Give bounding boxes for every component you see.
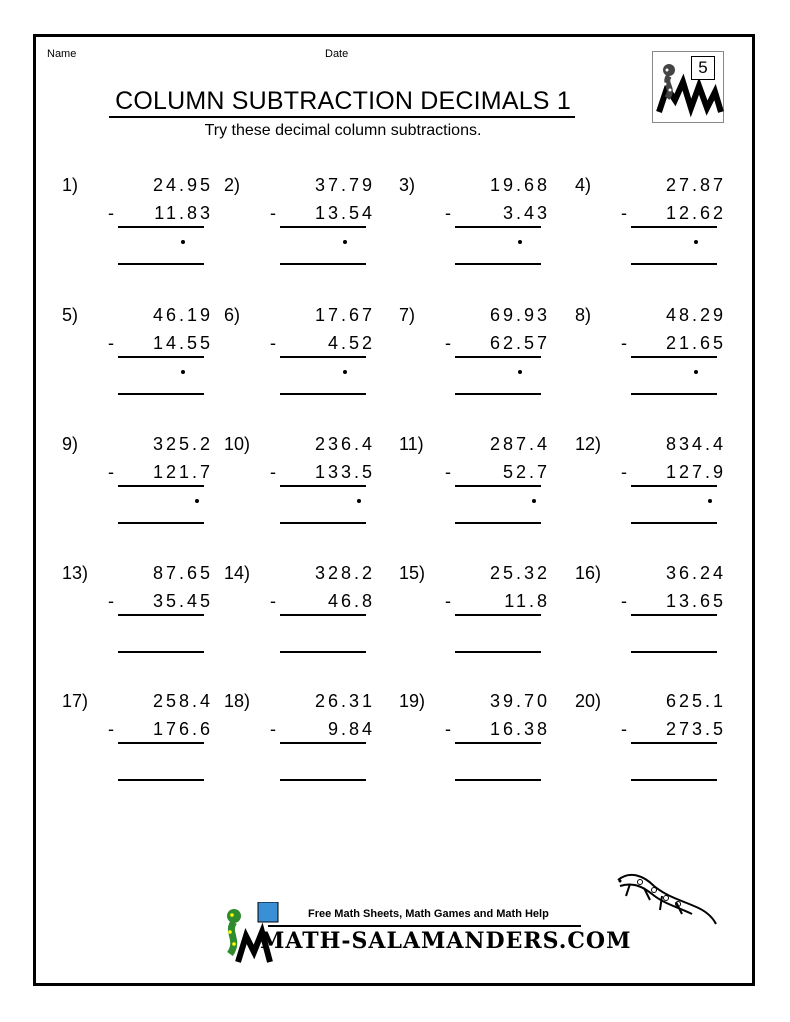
title-underline bbox=[109, 116, 575, 118]
problem-12 bbox=[575, 433, 750, 543]
subtrahend: 11.8 bbox=[504, 591, 550, 611]
answer-line[interactable] bbox=[455, 522, 541, 524]
problem-5 bbox=[62, 304, 237, 414]
subtrahend: 11.83 bbox=[154, 203, 213, 223]
problem-10 bbox=[224, 433, 399, 543]
subtrahend: 4.52 bbox=[327, 333, 375, 353]
minuend: 19.68 bbox=[489, 175, 550, 195]
subtrahend: 62.57 bbox=[489, 333, 550, 353]
problem-14 bbox=[224, 562, 399, 672]
problem-6 bbox=[224, 304, 399, 414]
problem-number: 7) bbox=[399, 305, 416, 325]
problem-18 bbox=[224, 690, 399, 800]
problem-number: 14) bbox=[224, 563, 251, 583]
decimal-point-marker bbox=[343, 240, 347, 244]
name-label: Name bbox=[47, 48, 77, 60]
subtraction-line bbox=[455, 485, 541, 487]
subtraction-line bbox=[280, 485, 366, 487]
subtrahend: 3.43 bbox=[502, 203, 550, 223]
problem-number: 4) bbox=[575, 175, 592, 195]
problem-number: 17) bbox=[62, 691, 89, 711]
minus-sign: - bbox=[108, 591, 117, 611]
minus-sign: - bbox=[621, 719, 630, 739]
subtraction-line bbox=[280, 356, 366, 358]
decimal-point-marker bbox=[181, 240, 185, 244]
subtraction-line bbox=[280, 226, 366, 228]
answer-line[interactable] bbox=[631, 779, 717, 781]
minus-sign: - bbox=[108, 462, 117, 482]
problem-number: 13) bbox=[62, 563, 89, 583]
answer-line[interactable] bbox=[280, 779, 366, 781]
subtrahend: 12.62 bbox=[665, 203, 726, 223]
problem-number: 2) bbox=[224, 175, 241, 195]
minuend: 87.65 bbox=[152, 563, 213, 583]
subtraction-line bbox=[631, 226, 717, 228]
minuend: 46.19 bbox=[152, 305, 213, 325]
problem-number: 12) bbox=[575, 434, 602, 454]
subtraction-line bbox=[455, 614, 541, 616]
subtrahend: 46.8 bbox=[327, 591, 375, 611]
answer-line[interactable] bbox=[118, 263, 204, 265]
subtrahend: 13.65 bbox=[665, 591, 726, 611]
subtrahend: 121.7 bbox=[152, 462, 213, 482]
answer-line[interactable] bbox=[118, 393, 204, 395]
decimal-point-marker bbox=[181, 370, 185, 374]
subtraction-line bbox=[118, 614, 204, 616]
subtraction-line bbox=[118, 742, 204, 744]
salamander-icon bbox=[610, 866, 720, 928]
minus-sign: - bbox=[445, 333, 454, 353]
minuend: 26.31 bbox=[314, 691, 375, 711]
answer-line[interactable] bbox=[118, 651, 204, 653]
minuend: 36.24 bbox=[665, 563, 726, 583]
minuend: 39.70 bbox=[489, 691, 550, 711]
problem-number: 11) bbox=[399, 434, 424, 454]
decimal-point-marker bbox=[708, 499, 712, 503]
decimal-point-marker bbox=[357, 499, 361, 503]
problem-number: 16) bbox=[575, 563, 602, 583]
subtraction-line bbox=[280, 614, 366, 616]
problem-number: 20) bbox=[575, 691, 602, 711]
problem-number: 5) bbox=[62, 305, 79, 325]
problem-number: 18) bbox=[224, 691, 251, 711]
minus-sign: - bbox=[621, 462, 630, 482]
page-title: COLUMN SUBTRACTION DECIMALS 1 bbox=[115, 87, 571, 115]
answer-line[interactable] bbox=[455, 779, 541, 781]
minus-sign: - bbox=[621, 333, 630, 353]
minus-sign: - bbox=[445, 462, 454, 482]
minus-sign: - bbox=[445, 591, 454, 611]
minus-sign: - bbox=[270, 719, 279, 739]
minus-sign: - bbox=[445, 203, 454, 223]
subtraction-line bbox=[118, 356, 204, 358]
subtrahend: 16.38 bbox=[489, 719, 550, 739]
subtrahend: 273.5 bbox=[665, 719, 726, 739]
decimal-point-marker bbox=[518, 370, 522, 374]
answer-line[interactable] bbox=[280, 522, 366, 524]
answer-line[interactable] bbox=[631, 393, 717, 395]
grade-badge bbox=[652, 51, 724, 123]
subtraction-line bbox=[455, 226, 541, 228]
answer-line[interactable] bbox=[118, 779, 204, 781]
subtrahend: 127.9 bbox=[665, 462, 726, 482]
problem-8 bbox=[575, 304, 750, 414]
answer-line[interactable] bbox=[631, 651, 717, 653]
date-label: Date bbox=[325, 48, 349, 60]
subtrahend: 133.5 bbox=[314, 462, 375, 482]
subtrahend: 35.45 bbox=[152, 591, 213, 611]
answer-line[interactable] bbox=[455, 393, 541, 395]
subtraction-line bbox=[631, 614, 717, 616]
answer-line[interactable] bbox=[455, 263, 541, 265]
answer-line[interactable] bbox=[280, 393, 366, 395]
grade-number: 5 bbox=[691, 56, 715, 80]
subtrahend: 14.55 bbox=[152, 333, 213, 353]
minuend: 328.2 bbox=[314, 563, 375, 583]
footer-tagline: Free Math Sheets, Math Games and Math Help bbox=[308, 908, 549, 920]
problem-13 bbox=[62, 562, 237, 672]
problem-number: 19) bbox=[399, 691, 426, 711]
subtraction-line bbox=[631, 485, 717, 487]
subtraction-line bbox=[631, 742, 717, 744]
decimal-point-marker bbox=[195, 499, 199, 503]
page-subtitle: Try these decimal column subtractions. bbox=[204, 122, 482, 139]
minuend: 25.32 bbox=[489, 563, 550, 583]
problem-19 bbox=[399, 690, 574, 800]
minuend: 287.4 bbox=[489, 434, 550, 454]
answer-line[interactable] bbox=[631, 522, 717, 524]
problem-number: 8) bbox=[575, 305, 592, 325]
subtrahend: 21.65 bbox=[665, 333, 726, 353]
minuend: 236.4 bbox=[314, 434, 375, 454]
minuend: 48.29 bbox=[665, 305, 726, 325]
problem-2 bbox=[224, 174, 399, 284]
problem-16 bbox=[575, 562, 750, 672]
minus-sign: - bbox=[108, 203, 117, 223]
decimal-point-marker bbox=[518, 240, 522, 244]
minuend: 27.87 bbox=[665, 175, 726, 195]
minus-sign: - bbox=[270, 462, 279, 482]
subtrahend: 13.54 bbox=[314, 203, 375, 223]
problem-number: 10) bbox=[224, 434, 251, 454]
subtraction-line bbox=[455, 356, 541, 358]
minus-sign: - bbox=[270, 203, 279, 223]
problem-15 bbox=[399, 562, 574, 672]
answer-line[interactable] bbox=[280, 651, 366, 653]
minus-sign: - bbox=[270, 333, 279, 353]
minus-sign: - bbox=[108, 719, 117, 739]
answer-line[interactable] bbox=[280, 263, 366, 265]
subtrahend: 52.7 bbox=[502, 462, 550, 482]
problem-20 bbox=[575, 690, 750, 800]
problem-4 bbox=[575, 174, 750, 284]
problem-number: 15) bbox=[399, 563, 426, 583]
footer-brand: MATH-SALAMANDERS.COM bbox=[260, 928, 632, 954]
answer-line[interactable] bbox=[631, 263, 717, 265]
minuend: 24.95 bbox=[152, 175, 213, 195]
decimal-point-marker bbox=[532, 499, 536, 503]
subtraction-line bbox=[631, 356, 717, 358]
subtraction-line bbox=[455, 742, 541, 744]
minuend: 69.93 bbox=[489, 305, 550, 325]
subtrahend: 9.84 bbox=[327, 719, 375, 739]
answer-line[interactable] bbox=[455, 651, 541, 653]
problem-3 bbox=[399, 174, 574, 284]
minus-sign: - bbox=[621, 591, 630, 611]
problem-number: 9) bbox=[62, 434, 79, 454]
answer-line[interactable] bbox=[118, 522, 204, 524]
problem-9 bbox=[62, 433, 237, 543]
minus-sign: - bbox=[108, 333, 117, 353]
minuend: 325.2 bbox=[152, 434, 213, 454]
subtraction-line bbox=[118, 226, 204, 228]
minus-sign: - bbox=[621, 203, 630, 223]
problem-17 bbox=[62, 690, 237, 800]
subtrahend: 176.6 bbox=[152, 719, 213, 739]
minuend: 834.4 bbox=[665, 434, 726, 454]
problem-1 bbox=[62, 174, 237, 284]
decimal-point-marker bbox=[343, 370, 347, 374]
minuend: 258.4 bbox=[152, 691, 213, 711]
minuend: 17.67 bbox=[314, 305, 375, 325]
footer-divider bbox=[268, 925, 581, 927]
subtraction-line bbox=[118, 485, 204, 487]
minus-sign: - bbox=[270, 591, 279, 611]
minuend: 625.1 bbox=[665, 691, 726, 711]
problem-7 bbox=[399, 304, 574, 414]
subtraction-line bbox=[280, 742, 366, 744]
problem-11 bbox=[399, 433, 574, 543]
problem-number: 3) bbox=[399, 175, 416, 195]
minuend: 37.79 bbox=[314, 175, 375, 195]
decimal-point-marker bbox=[694, 370, 698, 374]
decimal-point-marker bbox=[694, 240, 698, 244]
problem-number: 6) bbox=[224, 305, 241, 325]
problem-number: 1) bbox=[62, 175, 79, 195]
minus-sign: - bbox=[445, 719, 454, 739]
